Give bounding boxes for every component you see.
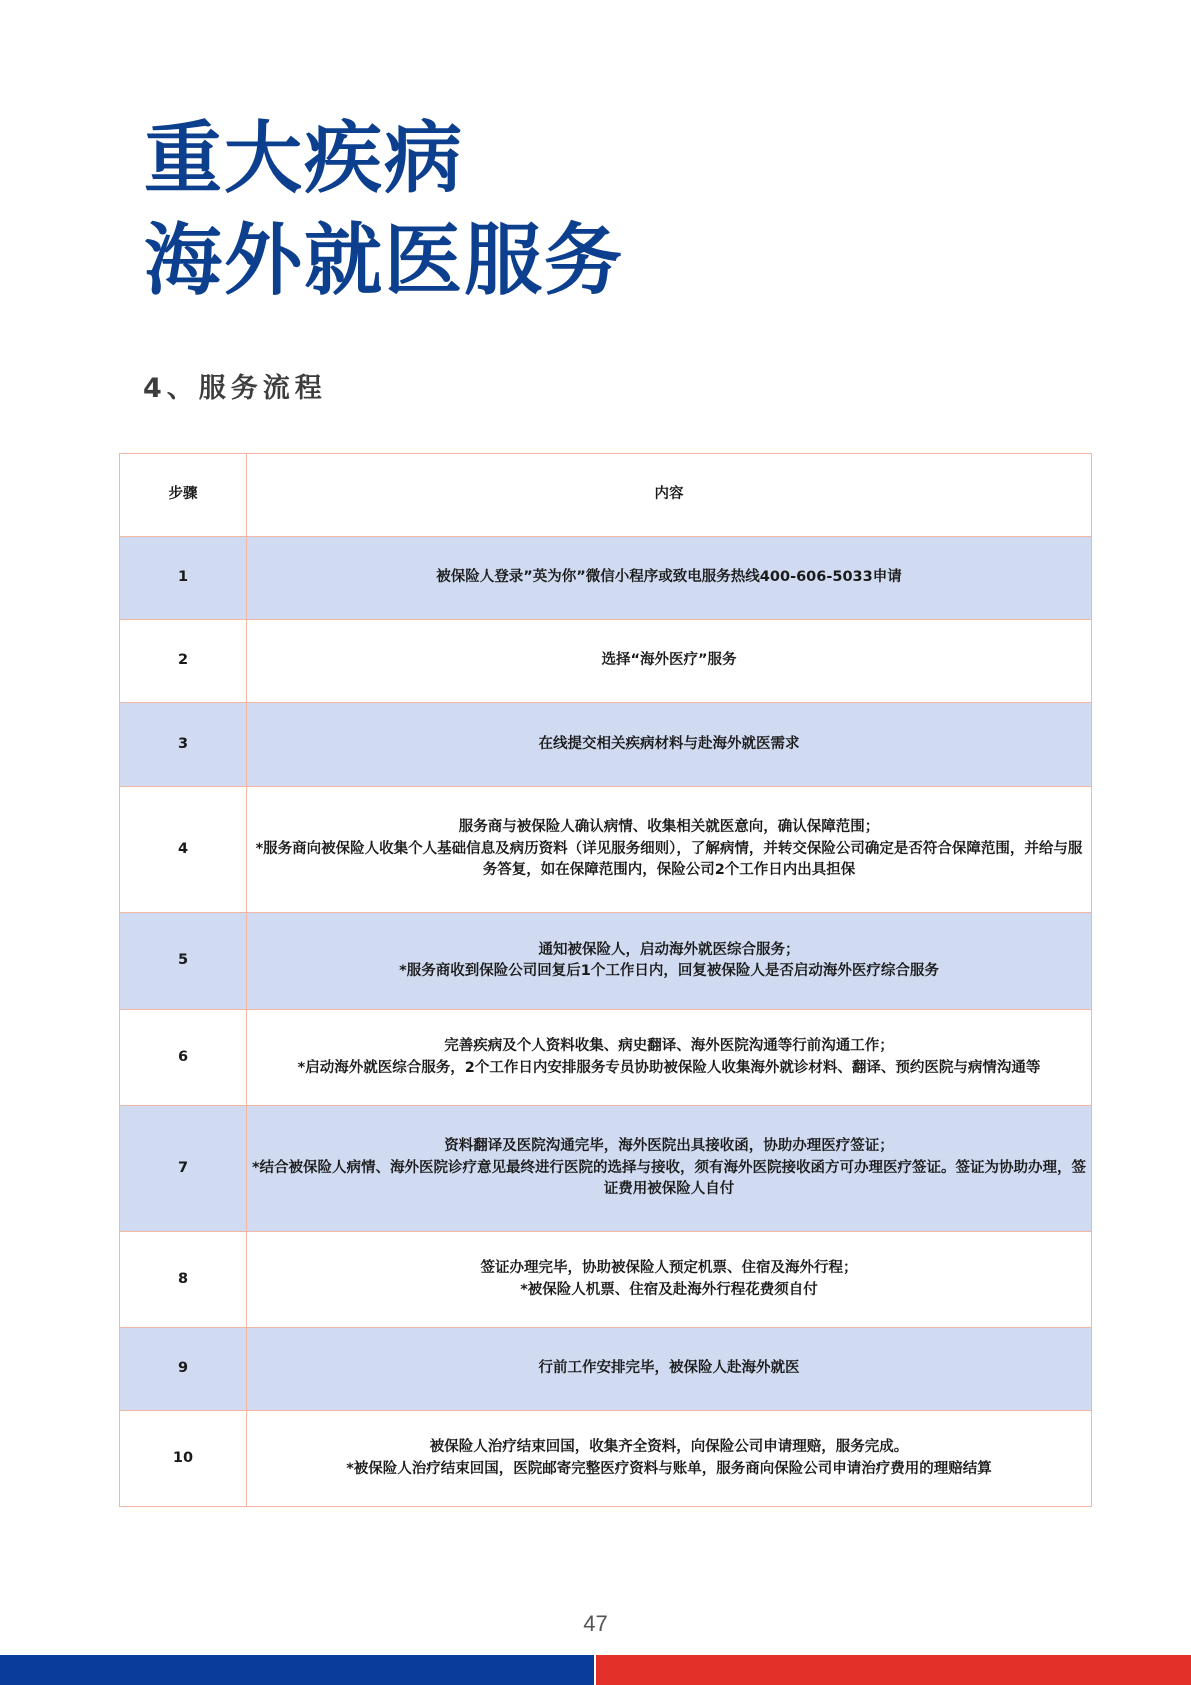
step-number: 5 <box>120 913 247 1010</box>
step-number: 6 <box>120 1010 247 1106</box>
step-content <box>247 537 1092 620</box>
table-row <box>120 913 1092 1010</box>
step-number: 2 <box>120 620 247 703</box>
step-content <box>247 1328 1092 1411</box>
content-line: 完善疾病及个人资料收集、病史翻译、海外医院沟通等行前沟通工作； <box>444 1038 894 1054</box>
content-line: 在线提交相关疾病材料与赴海外就医需求 <box>538 735 800 752</box>
content-line: *结合被保险人病情、海外医院诊疗意见最终进行医院的选择与接收，须有海外医院接收函方可办理医疗签证。签证为协助办理，签证费用被保险人自付 <box>251 1159 1087 1198</box>
page-title-line1: 重大疾病 <box>144 114 465 204</box>
header-content: 内容 <box>247 454 1092 537</box>
step-content <box>247 787 1092 913</box>
table-header-row <box>120 454 1092 537</box>
content-line: 资料翻译及医院沟通完毕，海外医院出具接收函，协助办理医疗签证； <box>444 1138 894 1155</box>
table-row <box>120 1232 1092 1328</box>
step-number: 3 <box>120 703 247 787</box>
step-number: 10 <box>120 1411 247 1507</box>
step-number: 7 <box>120 1106 247 1232</box>
content-line: *服务商向被保险人收集个人基础信息及病历资料（详见服务细则），了解病情，并转交保险公司确定是否符合保障范围，并给与服务答复，如在保障范围内，保险公司2个工作日内出具担保 <box>255 840 1083 879</box>
content-line: *被保险人治疗结束回国，医院邮寄完整医疗资料与账单，服务商向保险公司申请治疗费用的理赔结算 <box>346 1460 992 1477</box>
step-number: 4 <box>120 787 247 913</box>
content-line: 服务商与被保险人确认病情、收集相关就医意向，确认保障范围； <box>458 819 880 836</box>
content-line: 通知被保险人，启动海外就医综合服务； <box>538 941 800 958</box>
content-line: 被保险人治疗结束回国，收集齐全资料，向保险公司申请理赔，服务完成。 <box>429 1439 909 1455</box>
content-line: *被保险人机票、住宿及赴海外行程花费须自付 <box>520 1281 818 1298</box>
footer-bar-blue <box>0 1655 594 1685</box>
content-line: 选择“海外医疗”服务 <box>601 652 737 669</box>
table-row <box>120 1106 1092 1232</box>
table-row <box>120 1411 1092 1507</box>
content-line: 签证办理完毕，协助被保险人预定机票、住宿及海外行程； <box>480 1260 858 1276</box>
step-number: 9 <box>120 1328 247 1411</box>
step-content <box>247 1232 1092 1328</box>
service-process-table <box>119 453 1092 1507</box>
header-step: 步骤 <box>120 454 247 537</box>
table-row <box>120 787 1092 913</box>
step-number: 1 <box>120 537 247 620</box>
page-title-line2: 海外就医服务 <box>144 216 625 306</box>
section-heading: 4、服务流程 <box>143 373 327 404</box>
step-content <box>247 1411 1092 1507</box>
step-content <box>247 1106 1092 1232</box>
step-number: 8 <box>120 1232 247 1328</box>
page-number: 47 <box>583 1611 608 1636</box>
table-row <box>120 1328 1092 1411</box>
table-row <box>120 620 1092 703</box>
step-content <box>247 620 1092 703</box>
content-line: 被保险人登录”英为你”微信小程序或致电服务热线400-606-5033申请 <box>436 569 902 586</box>
footer-bar-red <box>596 1655 1191 1685</box>
step-content <box>247 1010 1092 1106</box>
table-row <box>120 537 1092 620</box>
table-row <box>120 1010 1092 1106</box>
step-content <box>247 703 1092 787</box>
content-line: *服务商收到保险公司回复后1个工作日内，回复被保险人是否启动海外医疗综合服务 <box>399 963 939 979</box>
step-content <box>247 913 1092 1010</box>
content-line: 行前工作安排完毕，被保险人赴海外就医 <box>538 1360 800 1377</box>
content-line: *启动海外就医综合服务，2个工作日内安排服务专员协助被保险人收集海外就诊材料、翻译、预约医院与病情沟通等 <box>297 1059 1041 1076</box>
table-row <box>120 703 1092 787</box>
